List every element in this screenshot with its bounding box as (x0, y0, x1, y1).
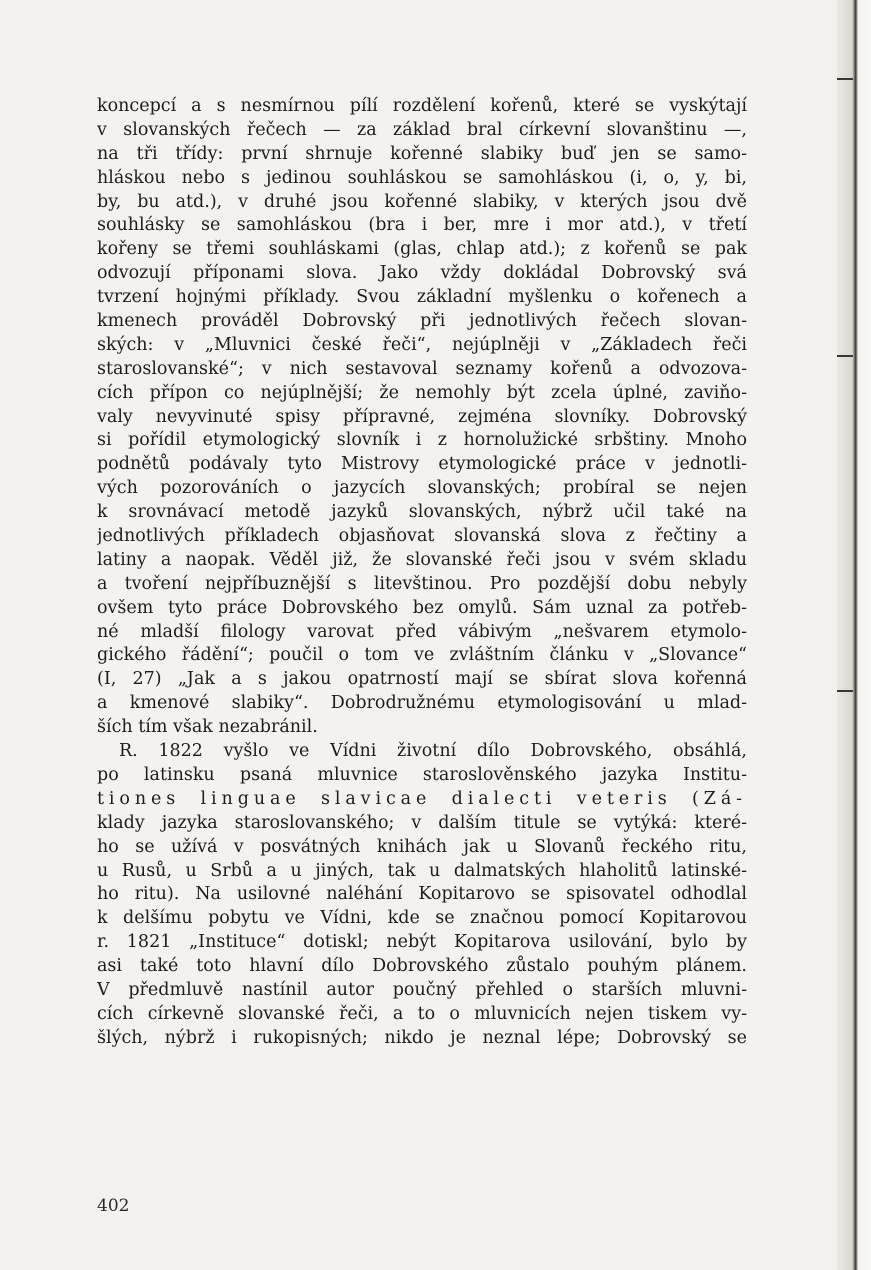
text-line: ho se užívá v posvátných knihách jak u Slovanů řeckého ritu, (97, 836, 747, 857)
page-binding-edge (837, 0, 871, 1270)
text-line: (I, 27) „Jak a s jakou opatrností mají se sbírat slova kořenná (97, 669, 747, 690)
text-line: tvrzení hojnými příklady. Svou základní myšlenku o kořenech a (97, 287, 747, 308)
text-line: latiny a naopak. Věděl již, že slovanské řeči jsou v svém skladu (97, 549, 747, 570)
text-line: si pořídil etymologický slovník i z hornolužické srbštiny. Mnoho (97, 430, 747, 451)
text-line: souhlásky se samohláskou (bra i ber, mre i mor atd.), v třetí (97, 215, 747, 236)
text-line: koncepcí a s nesmírnou pílí rozdělení kořenů, které se vyskýtají (97, 96, 747, 116)
edge-mark (837, 78, 853, 80)
text-line: valy nevyvinuté spisy přípravné, zejména slovníky. Dobrovský (97, 406, 747, 427)
page-number: 402 (97, 1196, 130, 1216)
latin-title-line: tiones linguae slavicae dialecti veteris (Zá- (97, 788, 747, 809)
text-line: k srovnávací metodě jazyků slovanských, nýbrž učil také na (97, 502, 747, 523)
text-line: ovšem tyto práce Dobrovského bez omylů. Sám uznal za potřeb- (97, 597, 747, 618)
text-line: r. 1821 „Instituce“ dotiskl; nebýt Kopitarova usilování, bylo by (97, 932, 747, 953)
text-line: asi také toto hlavní dílo Dobrovského zůstalo pouhým plánem. (97, 956, 747, 977)
text-line: staroslovanské“; v nich sestavoval seznamy kořenů a odvozova- (97, 358, 747, 379)
text-line: a kmenové slabiky“. Dobrodružnému etymologisování u mlad- (97, 693, 747, 714)
text-line: gického řádění“; poučil o tom ve zvláštním článku v „Slovance“ (97, 645, 747, 666)
text-line: V předmluvě nastínil autor poučný přehled o starších mluvni- (97, 979, 747, 1000)
text-line: cích přípon co nejúplnější; že nemohly být zcela úplné, zaviňo- (97, 382, 747, 403)
text-line: ších tím však nezabránil. (97, 717, 318, 738)
text-line: ho ritu). Na usilovné naléhání Kopitarovo se spisovatel odhodlal (97, 884, 747, 905)
text-line: by, bu atd.), v druhé jsou kořenné slabiky, v kterých jsou dvě (97, 191, 747, 212)
text-line: ských: v „Mluvnici české řeči“, nejúplněji v „Základech řeči (97, 334, 747, 355)
edge-mark (837, 690, 853, 692)
text-line: klady jazyka staroslovanského; v dalším titule se vytýká: které- (97, 812, 747, 833)
paragraph-start: R. 1822 vyšlo ve Vídni životní dílo Dobrovského, obsáhlá, (119, 741, 747, 762)
text-line: jednotlivých příkladech objasňovat slovanská slova z řečtiny a (97, 526, 747, 547)
text-line: vých pozorováních o jazycích slovanských; probíral se nejen (97, 478, 747, 499)
text-line: po latinsku psaná mluvnice staroslověnského jazyka Institu- (97, 764, 747, 785)
text-line: hláskou nebo s jedinou souhláskou se samohláskou (i, o, y, bi, (97, 167, 747, 188)
edge-mark (837, 355, 853, 357)
text-line: odvozují příponami slova. Jako vždy dokládal Dobrovský svá (97, 263, 747, 284)
text-line: šlých, nýbrž i rukopisných; nikdo je neznal lépe; Dobrovský se (97, 1027, 747, 1048)
text-line: cích církevně slovanské řeči, a to o mluvnicích nejen tiskem vy- (97, 1003, 747, 1024)
text-line: kmenech prováděl Dobrovský při jednotlivých řečech slovan- (97, 311, 747, 332)
text-line: podnětů podávaly tyto Mistrovy etymologické práce v jednotli- (97, 454, 747, 475)
body-text (97, 95, 747, 1051)
text-line: kořeny se třemi souhláskami (glas, chlap atd.); z kořenů se pak (97, 239, 747, 260)
text-line: a tvoření nejpříbuznější s litevštinou. Pro pozdější dobu nebyly (97, 573, 747, 594)
text-line: u Rusů, u Srbů a u jiných, tak u dalmatských hlaholitů latinské- (97, 860, 747, 881)
text-line: né mladší filology varovat před vábivým „nešvarem etymolo- (97, 621, 747, 642)
text-line: k delšímu pobytu ve Vídni, kde se značnou pomocí Kopitarovou (97, 908, 747, 929)
text-line: v slovanských řečech — za základ bral církevní slovanštinu —, (97, 119, 747, 140)
text-line: na tři třídy: první shrnuje kořenné slabiky buď jen se samo- (97, 143, 747, 164)
